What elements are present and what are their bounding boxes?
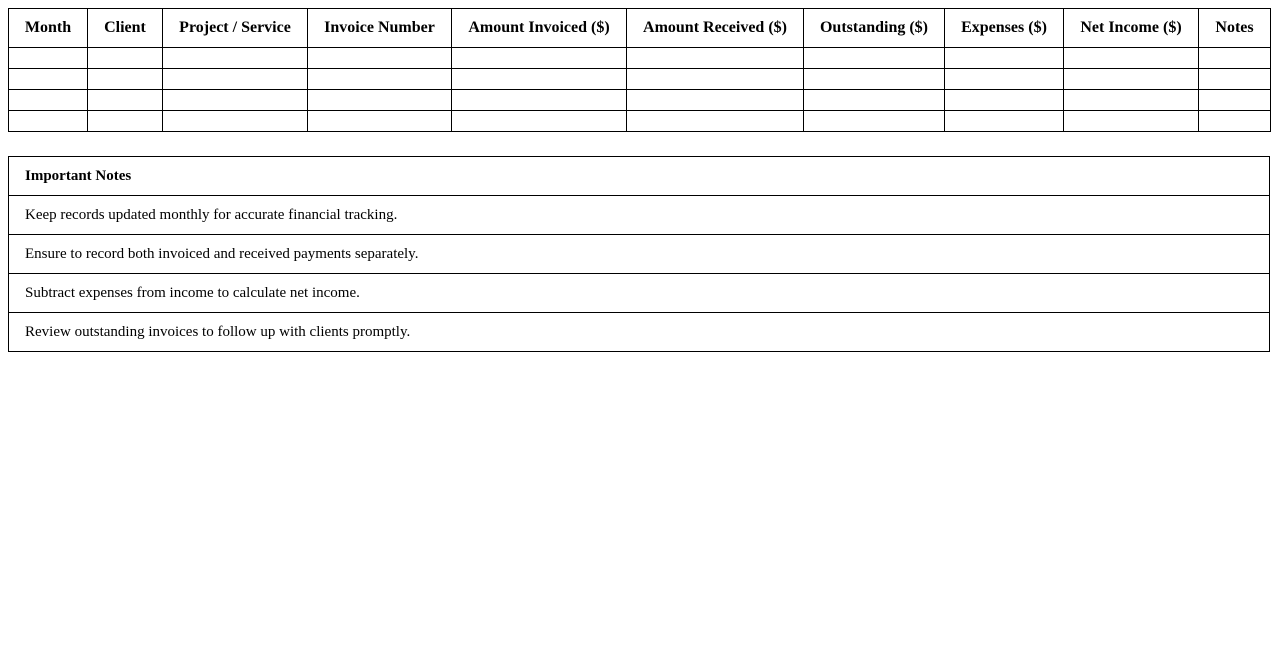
table-cell[interactable] <box>1064 69 1199 90</box>
table-cell[interactable] <box>308 69 452 90</box>
table-cell[interactable] <box>627 69 804 90</box>
table-cell[interactable] <box>945 48 1064 69</box>
table-row <box>9 48 1271 69</box>
table-cell[interactable] <box>1199 111 1271 132</box>
income-ledger-table <box>8 8 1271 132</box>
table-cell[interactable] <box>452 111 627 132</box>
table-cell[interactable] <box>308 111 452 132</box>
table-cell[interactable] <box>1064 111 1199 132</box>
table-cell[interactable] <box>163 69 308 90</box>
table-cell[interactable] <box>308 90 452 111</box>
table-cell[interactable] <box>9 111 88 132</box>
table-cell[interactable] <box>804 90 945 111</box>
table-cell[interactable] <box>88 111 163 132</box>
note-row <box>9 196 1270 235</box>
column-header-amount-invoiced: Amount Invoiced ($) <box>452 9 627 48</box>
table-cell[interactable] <box>945 69 1064 90</box>
table-cell[interactable] <box>1199 48 1271 69</box>
table-cell[interactable] <box>9 90 88 111</box>
table-cell[interactable] <box>9 48 88 69</box>
column-header-month: Month <box>9 9 88 48</box>
important-notes-table <box>8 156 1270 352</box>
column-header-expenses: Expenses ($) <box>945 9 1064 48</box>
table-cell[interactable] <box>804 111 945 132</box>
table-cell[interactable] <box>163 90 308 111</box>
table-row <box>9 90 1271 111</box>
note-text: Review outstanding invoices to follow up with clients promptly. <box>9 313 1270 352</box>
table-cell[interactable] <box>88 69 163 90</box>
table-header-row <box>9 9 1271 48</box>
table-cell[interactable] <box>627 111 804 132</box>
table-cell[interactable] <box>627 90 804 111</box>
table-cell[interactable] <box>1199 90 1271 111</box>
note-row <box>9 313 1270 352</box>
table-cell[interactable] <box>945 90 1064 111</box>
notes-title-row <box>9 157 1270 196</box>
document-page <box>8 8 1270 352</box>
notes-title: Important Notes <box>9 157 1270 196</box>
table-cell[interactable] <box>1064 48 1199 69</box>
column-header-amount-received: Amount Received ($) <box>627 9 804 48</box>
table-cell[interactable] <box>452 48 627 69</box>
column-header-net-income: Net Income ($) <box>1064 9 1199 48</box>
table-cell[interactable] <box>1064 90 1199 111</box>
table-cell[interactable] <box>163 111 308 132</box>
column-header-client: Client <box>88 9 163 48</box>
table-cell[interactable] <box>804 48 945 69</box>
table-cell[interactable] <box>1199 69 1271 90</box>
table-cell[interactable] <box>163 48 308 69</box>
note-row <box>9 235 1270 274</box>
table-cell[interactable] <box>9 69 88 90</box>
ledger-body <box>9 48 1271 132</box>
column-header-invoice-number: Invoice Number <box>308 9 452 48</box>
table-cell[interactable] <box>627 48 804 69</box>
column-header-project-service: Project / Service <box>163 9 308 48</box>
column-header-notes: Notes <box>1199 9 1271 48</box>
note-row <box>9 274 1270 313</box>
table-cell[interactable] <box>308 48 452 69</box>
table-cell[interactable] <box>88 90 163 111</box>
table-cell[interactable] <box>452 69 627 90</box>
note-text: Keep records updated monthly for accurate financial tracking. <box>9 196 1270 235</box>
table-cell[interactable] <box>452 90 627 111</box>
note-text: Ensure to record both invoiced and received payments separately. <box>9 235 1270 274</box>
note-text: Subtract expenses from income to calculate net income. <box>9 274 1270 313</box>
table-row <box>9 69 1271 90</box>
table-row <box>9 111 1271 132</box>
table-cell[interactable] <box>945 111 1064 132</box>
table-cell[interactable] <box>88 48 163 69</box>
column-header-outstanding: Outstanding ($) <box>804 9 945 48</box>
table-cell[interactable] <box>804 69 945 90</box>
